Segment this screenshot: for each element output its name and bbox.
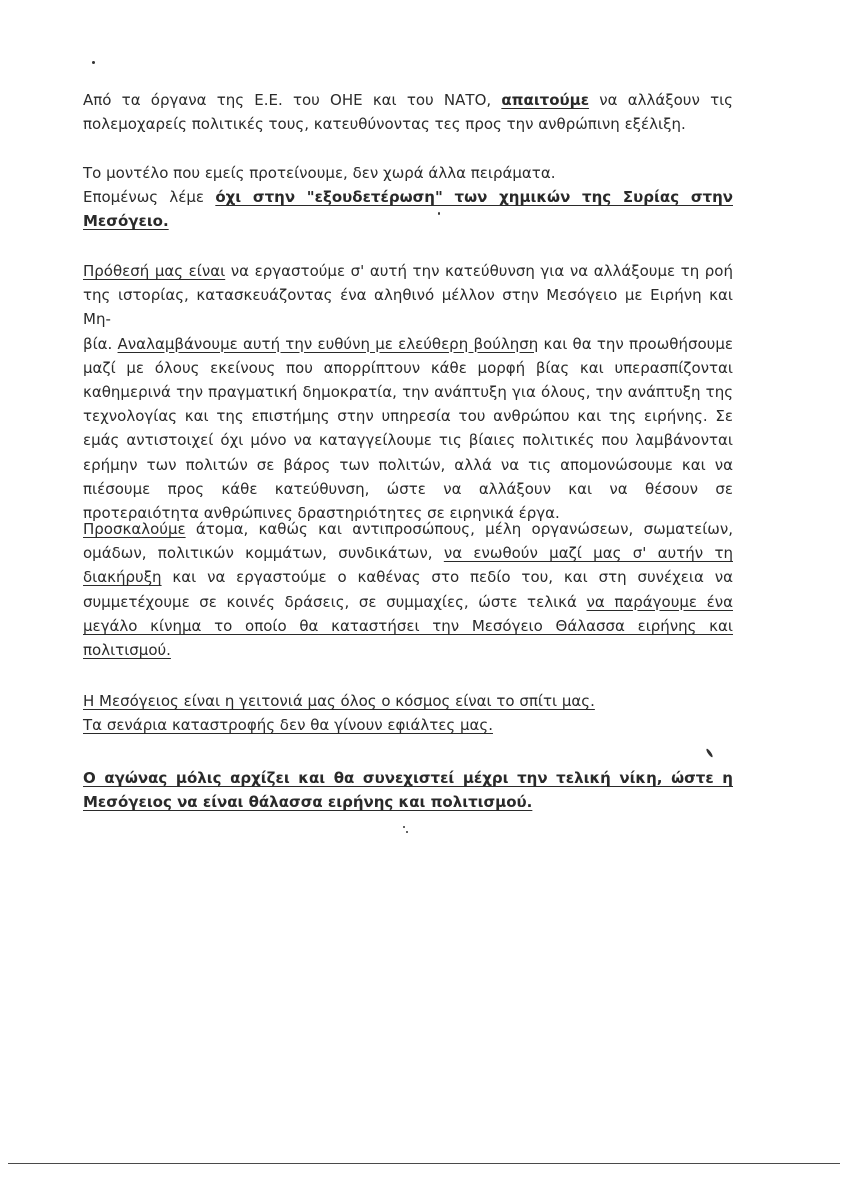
emphasis-movement: να παράγουμε ένα <box>586 592 733 611</box>
emphasis-declaration: διακήρυξη <box>83 568 162 587</box>
text-line: Προσκαλούμε άτομα, καθώς και αντιπροσώπους, μέλη οργανώσεων, σωματείων, <box>83 520 733 538</box>
text-line: Από τα όργανα της Ε.Ε. του ΟΗΕ και του ΝΑΤΟ, απαιτούμε να αλλάξουν τις <box>83 91 733 109</box>
emphasis-invite: Προσκαλούμε <box>83 520 186 538</box>
text-line: ομάδων, πολιτικών κομμάτων, συνδικάτων, να ενωθούν μαζί μας σ' αυτήν τη <box>83 544 733 563</box>
text-line: Το μοντέλο που εμείς προτείνουμε, δεν χωρά άλλα πειράματα. <box>83 164 556 182</box>
text-line: διακήρυξη και να εργαστούμε ο καθένας στο πεδίο του, και στη συνέχεια να <box>83 568 733 587</box>
text-line: πιέσουμε προς κάθε κατεύθυνση, ώστε να αλλάξουν και να θέσουν σε <box>83 479 733 498</box>
text-line: Μεσόγειο. <box>83 212 169 231</box>
paragraph-struggle <box>83 766 733 814</box>
text-line: τεχνολογίας και της επιστήμης στην υπηρεσία του ανθρώπου και της ειρήνης. Σε <box>83 407 733 426</box>
text-line: ερήμην των πολιτών σε βάρος των πολιτών, αλλά να τις απομονώσουμε και να <box>83 455 733 474</box>
text-line: καθημερινά την πραγματική δημοκρατία, την ανάπτυξη για όλους, την ανάπτυξη της <box>83 383 733 402</box>
scan-speck <box>705 748 713 758</box>
text-line: βία. Αναλαμβάνουμε αυτή την ευθύνη με ελεύθερη βούληση και θα την προωθήσουμε <box>83 334 733 353</box>
text-line: της ιστορίας, κατασκευάζοντας ένα αληθινό μέλλον στην Μεσόγειο με Ειρήνη και Μη- <box>83 286 733 329</box>
scan-speck <box>406 831 408 833</box>
footer-divider <box>8 1163 840 1164</box>
paragraph-intention <box>83 259 733 525</box>
text-line: Τα σενάρια καταστροφής δεν θα γίνουν εφιάλτες μας. <box>83 716 493 735</box>
emphasis-unite: να ενωθούν μαζί μας σ' αυτήν τη <box>443 544 733 563</box>
emphasis-intention: Πρόθεσή μας είναι <box>83 262 226 280</box>
emphasis-responsibility: Αναλαμβάνουμε αυτή την ευθύνη με ελεύθερη βούληση <box>117 334 539 353</box>
scan-speck <box>92 61 95 64</box>
text-line: πολιτισμού. <box>83 641 171 660</box>
emphasis-demand: απαιτούμε <box>501 91 590 109</box>
text-line: πολεμοχαρείς πολιτικές τους, κατευθύνοντας τες προς την ανθρώπινη εξέλιξη. <box>83 115 686 134</box>
paragraph-invitation <box>83 517 733 662</box>
scan-speck <box>403 826 405 828</box>
text-line: Επομένως λέμε όχι στην "εξουδετέρωση" των χημικών της Συρίας στην <box>83 188 733 207</box>
paragraph-neighborhood <box>83 689 733 737</box>
text-line: Πρόθεσή μας είναι να εργαστούμε σ' αυτή την κατεύθυνση για να αλλάξουμε τη ροή <box>83 262 733 280</box>
paragraph-demands <box>83 88 733 136</box>
text-line: Μεσόγειος να είναι θάλασσα ειρήνης και πολιτισμού. <box>83 793 533 812</box>
text-line: προτεραιότητα ανθρώπινες δραστηριότητες σε ειρηνικά έργα. <box>83 504 560 523</box>
text-line: μαζί με όλους εκείνους που απορρίπτουν κάθε μορφή βίας και υπερασπίζονται <box>83 358 733 377</box>
text-line: Ο αγώνας μόλις αρχίζει και θα συνεχιστεί μέχρι την τελική νίκη, ώστε η <box>83 769 733 787</box>
text-line: εμάς αντιστοιχεί όχι μόνο να καταγγείλουμε τις βίαιες πολιτικές που λαμβάνονται <box>83 431 733 450</box>
text-line: μεγάλο κίνημα το οποίο θα καταστήσει την Μεσόγειο Θάλασσα ειρήνης και <box>83 616 733 635</box>
text-line: Η Μεσόγειος είναι η γειτονιά μας όλος ο κόσμος είναι το σπίτι μας. <box>83 692 595 710</box>
text-line: συμμετέχουμε σε κοινές δράσεις, σε συμμαχίες, ώστε τελικά να παράγουμε ένα <box>83 592 733 611</box>
paragraph-no-experiments <box>83 161 733 234</box>
emphasis-no-chemicals: όχι στην "εξουδετέρωση" των χημικών της Συρίας στην <box>215 188 733 207</box>
